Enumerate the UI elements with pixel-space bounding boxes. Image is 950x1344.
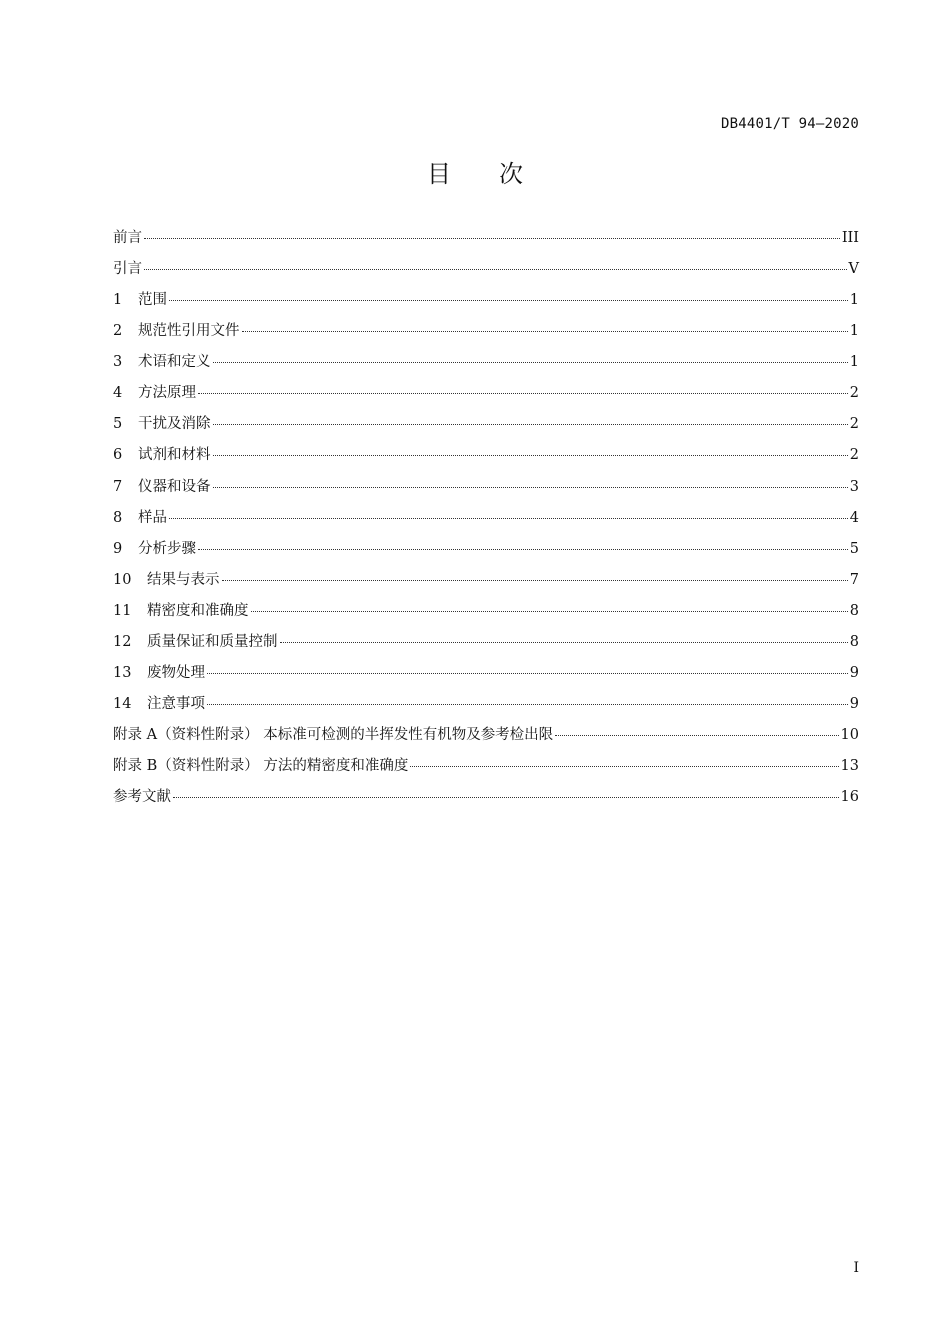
toc-entry-label: 精密度和准确度: [147, 602, 249, 619]
toc-entry-10[interactable]: [113, 567, 859, 598]
toc-entry-label: 方法原理: [138, 385, 196, 402]
toc-dot-leader: [169, 300, 848, 301]
toc-entry-8[interactable]: [113, 505, 859, 536]
toc-entry-number: 6: [113, 447, 123, 464]
toc-entry-page: 1: [849, 354, 859, 371]
toc-entry-page: 9: [849, 695, 859, 712]
toc-entry-page: V: [848, 261, 859, 278]
toc-entry-page: 1: [849, 323, 859, 340]
toc-entry-label: 仪器和设备: [138, 478, 211, 495]
toc-entry-page: 8: [849, 633, 859, 650]
table-of-contents: [113, 225, 859, 815]
toc-entry-label: 分析步骤: [138, 540, 196, 557]
toc-dot-leader: [169, 518, 848, 519]
toc-entry-label: 结果与表示: [147, 571, 220, 588]
toc-entry-page: 13: [840, 758, 859, 775]
toc-entry-label: 参考文献: [113, 789, 171, 806]
toc-entry-4[interactable]: [113, 380, 859, 411]
toc-entry-number: 13: [113, 664, 132, 681]
toc-entry-label: 术语和定义: [138, 354, 211, 371]
toc-dot-leader: [207, 704, 848, 705]
toc-entry-number: 12: [113, 633, 132, 650]
toc-entry-number: 2: [113, 323, 123, 340]
toc-entry-page: 2: [849, 416, 859, 433]
document-code: DB4401/T 94—2020: [720, 116, 859, 132]
toc-entry-page: 2: [849, 385, 859, 402]
toc-entry-number: 7: [113, 478, 123, 495]
toc-entry-page: 16: [840, 789, 859, 806]
toc-entry-page: 4: [849, 509, 859, 526]
toc-entry-label: 前言: [113, 230, 142, 246]
toc-dot-leader: [242, 331, 848, 332]
toc-dot-leader: [213, 455, 848, 456]
toc-entry-label: 样品: [138, 509, 167, 526]
toc-entry-label: 规范性引用文件: [138, 323, 240, 340]
toc-entry-page: 10: [840, 727, 859, 743]
toc-entry-13[interactable]: [113, 660, 859, 691]
page-number: I: [853, 1260, 859, 1276]
toc-entry-number: 14: [113, 695, 132, 712]
toc-entry-label: 附录 B（资料性附录） 方法的精密度和准确度: [113, 758, 409, 775]
toc-entry-page: 5: [849, 540, 859, 557]
toc-entry-page: 2: [849, 447, 859, 464]
toc-dot-leader: [198, 393, 848, 394]
toc-entry-page: 9: [849, 664, 859, 681]
toc-entry-number: 9: [113, 540, 123, 557]
toc-entry-5[interactable]: [113, 411, 859, 442]
toc-entry-number: 10: [113, 571, 132, 588]
toc-entry-7[interactable]: [113, 474, 859, 505]
toc-dot-leader: [280, 642, 848, 643]
toc-entry-3[interactable]: [113, 349, 859, 380]
toc-entry-label: 注意事项: [147, 695, 205, 712]
toc-entry-page: 1: [849, 292, 859, 309]
toc-dot-leader: [144, 269, 847, 270]
toc-entry-appendix-a[interactable]: [113, 722, 859, 753]
toc-entry-page: 3: [849, 478, 859, 495]
toc-entry-appendix-b[interactable]: [113, 753, 859, 784]
toc-entry-number: 3: [113, 354, 123, 371]
toc-dot-leader: [207, 673, 848, 674]
toc-entry-14[interactable]: [113, 691, 859, 722]
toc-dot-leader: [213, 487, 848, 488]
toc-entry-introduction[interactable]: [113, 256, 859, 287]
toc-dot-leader: [173, 797, 839, 798]
toc-entry-12[interactable]: [113, 629, 859, 660]
page-title: 目次: [427, 160, 571, 188]
toc-entry-label: 范围: [138, 292, 167, 309]
toc-entry-6[interactable]: [113, 442, 859, 473]
toc-entry-number: 8: [113, 509, 123, 526]
toc-entry-9[interactable]: [113, 536, 859, 567]
toc-entry-number: 1: [113, 292, 123, 309]
toc-entry-label: 附录 A（资料性附录） 本标准可检测的半挥发性有机物及参考检出限: [113, 727, 554, 743]
toc-dot-leader: [213, 424, 848, 425]
toc-entry-preface[interactable]: [113, 225, 859, 256]
toc-entry-1[interactable]: [113, 287, 859, 318]
toc-entry-number: 11: [113, 602, 132, 619]
toc-dot-leader: [251, 611, 848, 612]
toc-dot-leader: [144, 238, 840, 239]
toc-entry-page: III: [841, 230, 859, 246]
toc-dot-leader: [222, 580, 848, 581]
toc-entry-label: 干扰及消除: [138, 416, 211, 433]
toc-dot-leader: [410, 766, 838, 767]
toc-entry-2[interactable]: [113, 318, 859, 349]
toc-entry-page: 8: [849, 602, 859, 619]
toc-entry-references[interactable]: [113, 784, 859, 815]
toc-dot-leader: [198, 549, 848, 550]
toc-entry-label: 引言: [113, 261, 142, 278]
toc-dot-leader: [555, 735, 838, 736]
toc-entry-label: 废物处理: [147, 664, 205, 681]
toc-entry-number: 5: [113, 416, 123, 433]
toc-entry-11[interactable]: [113, 598, 859, 629]
toc-entry-number: 4: [113, 385, 123, 402]
toc-entry-label: 质量保证和质量控制: [147, 633, 278, 650]
toc-entry-page: 7: [849, 571, 859, 588]
toc-entry-label: 试剂和材料: [138, 447, 211, 464]
toc-dot-leader: [213, 362, 848, 363]
